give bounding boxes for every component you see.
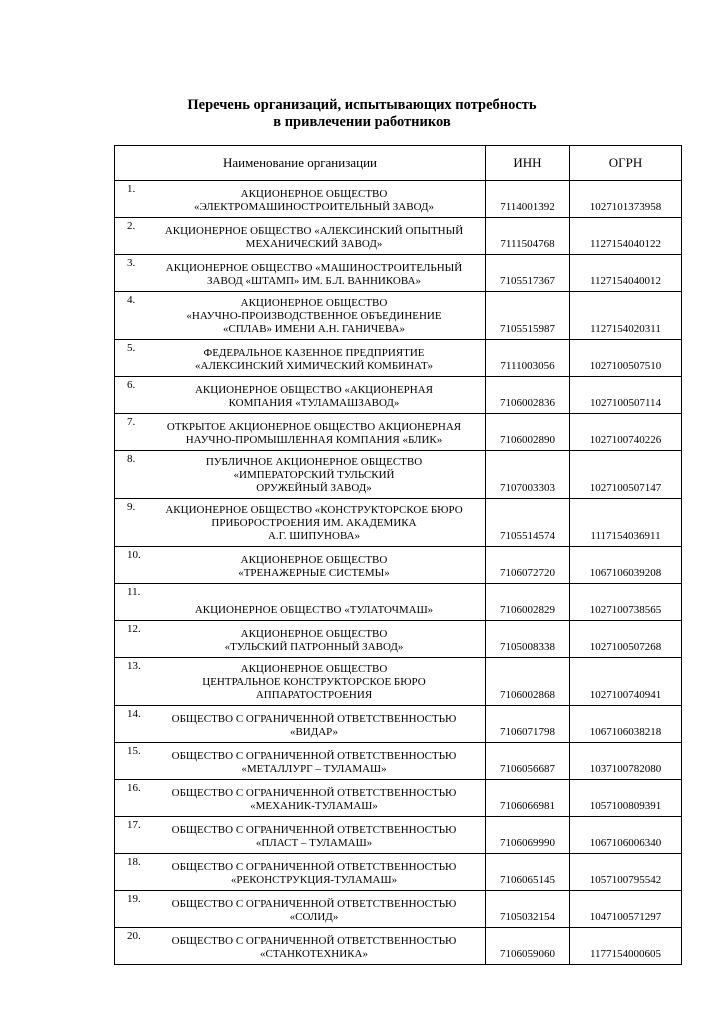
ogrn-cell: 1027100740941 — [570, 658, 682, 706]
row-number: 6. — [127, 379, 136, 391]
inn-cell: 7105032154 — [486, 891, 570, 928]
row-number: 9. — [127, 501, 136, 513]
row-number: 1. — [127, 183, 136, 195]
row-number: 17. — [127, 819, 141, 831]
row-number: 11. — [127, 586, 141, 598]
organization-name: ФЕДЕРАЛЬНОЕ КАЗЕННОЕ ПРЕДПРИЯТИЕ «АЛЕКСИНСКИЙ ХИМИЧЕСКИЙ КОМБИНАТ» — [195, 347, 433, 372]
organization-name-cell — [115, 817, 486, 854]
organization-name: АКЦИОНЕРНОЕ ОБЩЕСТВО «АЛЕКСИНСКИЙ ОПЫТНЫЙ МЕХАНИЧЕСКИЙ ЗАВОД» — [164, 225, 464, 250]
inn-cell: 7106002829 — [486, 584, 570, 621]
organization-name-cell — [115, 218, 486, 255]
organization-name: АКЦИОНЕРНОЕ ОБЩЕСТВО ЦЕНТРАЛЬНОЕ КОНСТРУКТОРСКОЕ БЮРО АППАРАТОСТРОЕНИЯ — [202, 663, 426, 701]
row-number: 13. — [127, 660, 141, 672]
table-row — [115, 743, 682, 780]
organization-name: ОБЩЕСТВО С ОГРАНИЧЕННОЙ ОТВЕТСТВЕННОСТЬЮ «МЕТАЛЛУРГ – ТУЛАМАШ» — [171, 750, 457, 775]
ogrn-cell: 1027100507114 — [570, 377, 682, 414]
organization-name: ОБЩЕСТВО С ОГРАНИЧЕННОЙ ОТВЕТСТВЕННОСТЬЮ «ПЛАСТ – ТУЛАМАШ» — [171, 824, 457, 849]
organization-name-cell — [115, 292, 486, 340]
inn-cell: 7105514574 — [486, 499, 570, 547]
organization-name: АКЦИОНЕРНОЕ ОБЩЕСТВО «ТУЛАТОЧМАШ» — [194, 604, 434, 616]
ogrn-cell: 1027100507510 — [570, 340, 682, 377]
table-row — [115, 377, 682, 414]
table-row — [115, 218, 682, 255]
inn-cell: 7106002890 — [486, 414, 570, 451]
table-row — [115, 854, 682, 891]
organization-name: АКЦИОНЕРНОЕ ОБЩЕСТВО «ЭЛЕКТРОМАШИНОСТРОИТЕЛЬНЫЙ ЗАВОД» — [194, 188, 434, 213]
inn-cell: 7106072720 — [486, 547, 570, 584]
organization-name-cell — [115, 255, 486, 292]
inn-cell: 7106069990 — [486, 817, 570, 854]
inn-cell: 7111504768 — [486, 218, 570, 255]
organization-name: ОБЩЕСТВО С ОГРАНИЧЕННОЙ ОТВЕТСТВЕННОСТЬЮ «МЕХАНИК-ТУЛАМАШ» — [171, 787, 457, 812]
row-number: 8. — [127, 453, 136, 465]
organization-name: ОТКРЫТОЕ АКЦИОНЕРНОЕ ОБЩЕСТВО АКЦИОНЕРНАЯ НАУЧНО-ПРОМЫШЛЕННАЯ КОМПАНИЯ «БЛИК» — [166, 421, 462, 446]
header-name: Наименование организации — [115, 146, 486, 181]
ogrn-cell: 1127154040122 — [570, 218, 682, 255]
organization-name: АКЦИОНЕРНОЕ ОБЩЕСТВО «ТУЛЬСКИЙ ПАТРОННЫЙ ЗАВОД» — [224, 628, 404, 653]
ogrn-cell: 1127154020311 — [570, 292, 682, 340]
inn-cell: 7114001392 — [486, 181, 570, 218]
header-inn: ИНН — [486, 146, 570, 181]
organization-name-cell — [115, 891, 486, 928]
organization-name-cell — [115, 928, 486, 965]
organization-name-cell — [115, 547, 486, 584]
table-row — [115, 451, 682, 499]
organization-name: АКЦИОНЕРНОЕ ОБЩЕСТВО «НАУЧНО-ПРОИЗВОДСТВЕННОЕ ОБЪЕДИНЕНИЕ «СПЛАВ» ИМЕНИ А.Н. ГАНИЧЕВА» — [186, 297, 442, 335]
table-row — [115, 658, 682, 706]
header-ogrn: ОГРН — [570, 146, 682, 181]
ogrn-cell: 1057100795542 — [570, 854, 682, 891]
ogrn-cell: 1067106038218 — [570, 706, 682, 743]
table-row — [115, 340, 682, 377]
organization-name-cell — [115, 621, 486, 658]
table-row — [115, 706, 682, 743]
ogrn-cell: 1047100571297 — [570, 891, 682, 928]
table-row — [115, 621, 682, 658]
ogrn-cell: 1127154040012 — [570, 255, 682, 292]
row-number: 19. — [127, 893, 141, 905]
organization-name-cell — [115, 181, 486, 218]
table-row — [115, 181, 682, 218]
row-number: 15. — [127, 745, 141, 757]
table-row — [115, 499, 682, 547]
inn-cell: 7107003303 — [486, 451, 570, 499]
ogrn-cell: 1177154000605 — [570, 928, 682, 965]
ogrn-cell: 1027100738565 — [570, 584, 682, 621]
organization-name: АКЦИОНЕРНОЕ ОБЩЕСТВО «ТРЕНАЖЕРНЫЕ СИСТЕМЫ» — [238, 554, 390, 579]
table-row — [115, 255, 682, 292]
organization-name: АКЦИОНЕРНОЕ ОБЩЕСТВО «АКЦИОНЕРНАЯ КОМПАНИЯ «ТУЛАМАШЗАВОД» — [194, 384, 434, 409]
organization-name: ОБЩЕСТВО С ОГРАНИЧЕННОЙ ОТВЕТСТВЕННОСТЬЮ «ВИДАР» — [171, 713, 457, 738]
ogrn-cell: 1027100507268 — [570, 621, 682, 658]
table-row — [115, 547, 682, 584]
organization-name: ОБЩЕСТВО С ОГРАНИЧЕННОЙ ОТВЕТСТВЕННОСТЬЮ «СОЛИД» — [171, 898, 457, 923]
row-number: 2. — [127, 220, 136, 232]
organization-name-cell — [115, 499, 486, 547]
table-row — [115, 414, 682, 451]
inn-cell: 7106071798 — [486, 706, 570, 743]
organizations-table — [114, 145, 682, 965]
inn-cell: 7106065145 — [486, 854, 570, 891]
organization-name-cell — [115, 340, 486, 377]
table-row — [115, 817, 682, 854]
inn-cell: 7106002868 — [486, 658, 570, 706]
row-number: 18. — [127, 856, 141, 868]
organization-name-cell — [115, 780, 486, 817]
row-number: 5. — [127, 342, 136, 354]
ogrn-cell: 1067106039208 — [570, 547, 682, 584]
title-line-1: Перечень организаций, испытывающих потребность — [187, 97, 537, 113]
ogrn-cell: 1117154036911 — [570, 499, 682, 547]
ogrn-cell: 1037100782080 — [570, 743, 682, 780]
table-row — [115, 891, 682, 928]
organization-name-cell — [115, 377, 486, 414]
table-row — [115, 584, 682, 621]
organization-name-cell — [115, 451, 486, 499]
row-number: 16. — [127, 782, 141, 794]
organization-name-cell — [115, 414, 486, 451]
table-row — [115, 928, 682, 965]
row-number: 10. — [127, 549, 141, 561]
inn-cell: 7111003056 — [486, 340, 570, 377]
row-number: 20. — [127, 930, 141, 942]
organization-name-cell — [115, 743, 486, 780]
row-number: 7. — [127, 416, 136, 428]
organization-name: ОБЩЕСТВО С ОГРАНИЧЕННОЙ ОТВЕТСТВЕННОСТЬЮ «СТАНКОТЕХНИКА» — [171, 935, 457, 960]
organization-name: ОБЩЕСТВО С ОГРАНИЧЕННОЙ ОТВЕТСТВЕННОСТЬЮ «РЕКОНСТРУКЦИЯ-ТУЛАМАШ» — [171, 861, 457, 886]
inn-cell: 7106066981 — [486, 780, 570, 817]
organization-name: ПУБЛИЧНОЕ АКЦИОНЕРНОЕ ОБЩЕСТВО «ИМПЕРАТОРСКИЙ ТУЛЬСКИЙ ОРУЖЕЙНЫЙ ЗАВОД» — [205, 456, 423, 494]
organization-name-cell — [115, 658, 486, 706]
row-number: 14. — [127, 708, 141, 720]
document-title — [0, 97, 724, 131]
organization-name-cell — [115, 706, 486, 743]
row-number: 12. — [127, 623, 141, 635]
inn-cell: 7106056687 — [486, 743, 570, 780]
inn-cell: 7106002836 — [486, 377, 570, 414]
ogrn-cell: 1027100507147 — [570, 451, 682, 499]
ogrn-cell: 1057100809391 — [570, 780, 682, 817]
title-line-2: в привлечении работников — [273, 114, 451, 130]
inn-cell: 7105517367 — [486, 255, 570, 292]
table-header-row — [115, 146, 682, 181]
inn-cell: 7106059060 — [486, 928, 570, 965]
row-number: 3. — [127, 257, 136, 269]
ogrn-cell: 1027100740226 — [570, 414, 682, 451]
ogrn-cell: 1027101373958 — [570, 181, 682, 218]
organization-name-cell — [115, 854, 486, 891]
table-row — [115, 780, 682, 817]
inn-cell: 7105515987 — [486, 292, 570, 340]
ogrn-cell: 1067106006340 — [570, 817, 682, 854]
inn-cell: 7105008338 — [486, 621, 570, 658]
organization-name-cell — [115, 584, 486, 621]
organization-name: АКЦИОНЕРНОЕ ОБЩЕСТВО «МАШИНОСТРОИТЕЛЬНЫЙ ЗАВОД «ШТАМП» ИМ. Б.Л. ВАННИКОВА» — [165, 262, 463, 287]
table-row — [115, 292, 682, 340]
organization-name: АКЦИОНЕРНОЕ ОБЩЕСТВО «КОНСТРУКТОРСКОЕ БЮРО ПРИБОРОСТРОЕНИЯ ИМ. АКАДЕМИКА А.Г. ШИПУНОВА» — [165, 504, 463, 542]
row-number: 4. — [127, 294, 136, 306]
